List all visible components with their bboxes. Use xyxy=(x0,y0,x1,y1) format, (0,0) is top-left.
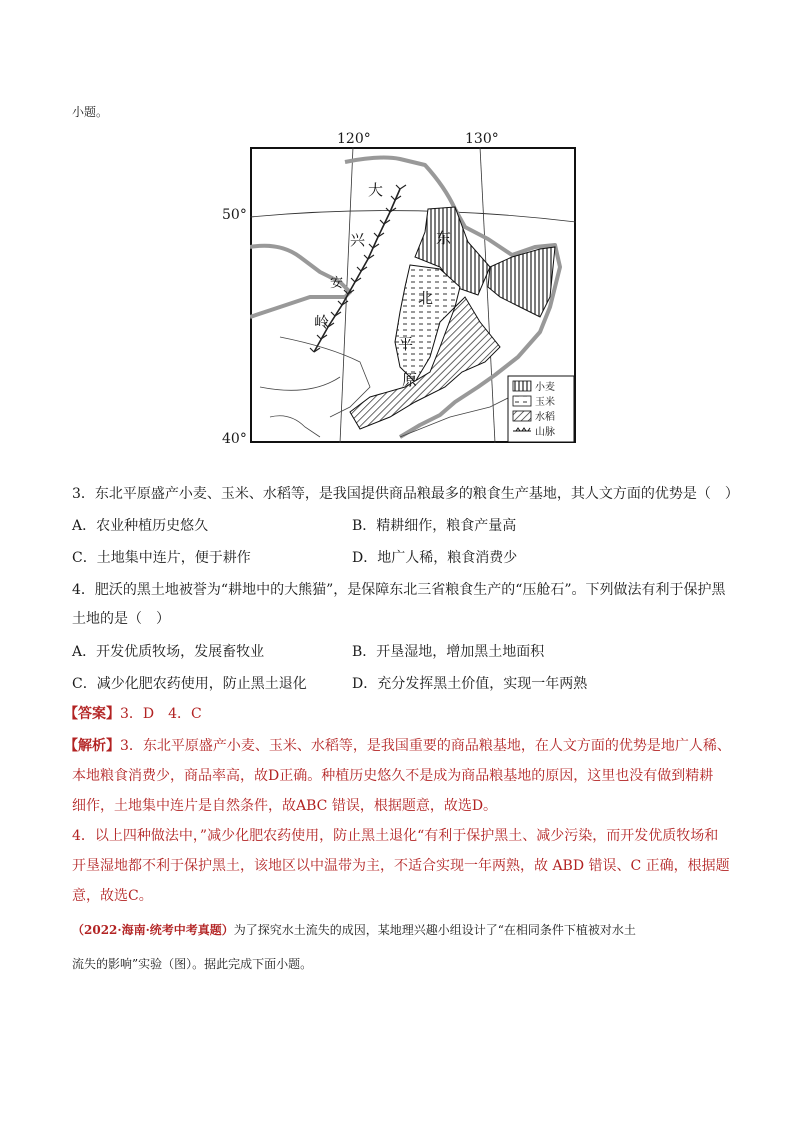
mountain-char-4: 岭 xyxy=(314,313,330,331)
q4-stem-line2: 土地的是（ ） xyxy=(72,611,170,627)
analysis-line-1 xyxy=(64,736,731,756)
q4-option-c: C．减少化肥农药使用，防止黑土退化 xyxy=(72,676,307,692)
answer-label: 【答案】 xyxy=(64,706,120,722)
legend-wheat: 小麦 xyxy=(535,382,555,393)
northeast-china-map xyxy=(250,147,576,443)
region-char-3: 平 xyxy=(398,335,414,353)
analysis-text-1: 3．东北平原盛产小麦、玉米、水稻等，是我国重要的商品粮基地，在人文方面的优势是地广人稀、 xyxy=(120,738,731,754)
analysis-line-6: 意，故选C。 xyxy=(72,888,153,904)
intro-tail: 小题。 xyxy=(72,105,109,119)
next-source: （2022·海南·统考中考真题） xyxy=(72,923,234,937)
lat-label-50: 50° xyxy=(222,207,247,223)
analysis-label: 【解析】 xyxy=(64,738,120,754)
region-char-1: 东 xyxy=(436,229,452,247)
q4-option-d: D．充分发挥黑土价值，实现一年两熟 xyxy=(352,676,588,692)
lat-label-40: 40° xyxy=(222,431,247,447)
lon-label-120: 120° xyxy=(337,131,371,147)
mountain-char-2: 兴 xyxy=(350,231,366,249)
mountain-char-3: 安 xyxy=(330,276,344,291)
analysis-line-3: 细作，土地集中连片是自然条件，故ABC 错误，根据题意，故选D。 xyxy=(72,798,498,814)
legend-mountain: 山脉 xyxy=(535,427,555,438)
next-intro-line2: 流失的影响”实验（图）。据此完成下面小题。 xyxy=(72,957,313,971)
q4-option-a: A．开发优质牧场，发展畜牧业 xyxy=(72,644,265,660)
region-char-4: 原 xyxy=(402,371,418,389)
map-legend xyxy=(508,376,574,442)
q3-option-a: A．农业种植历史悠久 xyxy=(72,518,209,534)
q4-option-b: B．开垦湿地，增加黑土地面积 xyxy=(352,644,545,660)
q3-option-b: B．精耕细作，粮食产量高 xyxy=(352,518,517,534)
q3-option-d: D．地广人稀，粮食消费少 xyxy=(352,550,518,566)
legend-corn: 玉米 xyxy=(535,397,555,408)
answer-line xyxy=(64,704,202,724)
analysis-line-4: 4．以上四种做法中，”减少化肥农药使用，防止黑土退化“有利于保护黑土、减少污染，而开发优质牧场和 xyxy=(72,828,719,844)
next-intro-line1 xyxy=(72,920,636,940)
analysis-line-5: 开垦湿地都不利于保护黑土，该地区以中温带为主，不适合实现一年两熟，故 ABD 错误、C 正确，根据题 xyxy=(72,858,730,874)
mountain-char-1: 大 xyxy=(368,181,384,199)
analysis-line-2: 本地粮食消费少，商品率高，故D正确。种植历史悠久不是成为商品粮基地的原因，这里也没有做到精耕 xyxy=(72,768,714,784)
q3-option-c: C．土地集中连片，便于耕作 xyxy=(72,550,251,566)
answer-text: 3．D 4．C xyxy=(120,706,202,722)
q4-stem-line1: 4．肥沃的黑土地被誉为“耕地中的大熊猫”，是保障东北三省粮食生产的“压舱石”。下列做法有利于保护黑 xyxy=(72,582,726,598)
q3-stem: 3．东北平原盛产小麦、玉米、水稻等，是我国提供商品粮最多的粮食生产基地，其人文方面的优势是（ ） xyxy=(72,486,739,502)
legend-rice: 水稻 xyxy=(535,412,555,423)
lon-label-130: 130° xyxy=(465,131,499,147)
region-char-2: 北 xyxy=(418,289,434,307)
next-text-1: 为了探究水土流失的成因，某地理兴趣小组设计了“在相同条件下植被对水土 xyxy=(233,923,636,937)
